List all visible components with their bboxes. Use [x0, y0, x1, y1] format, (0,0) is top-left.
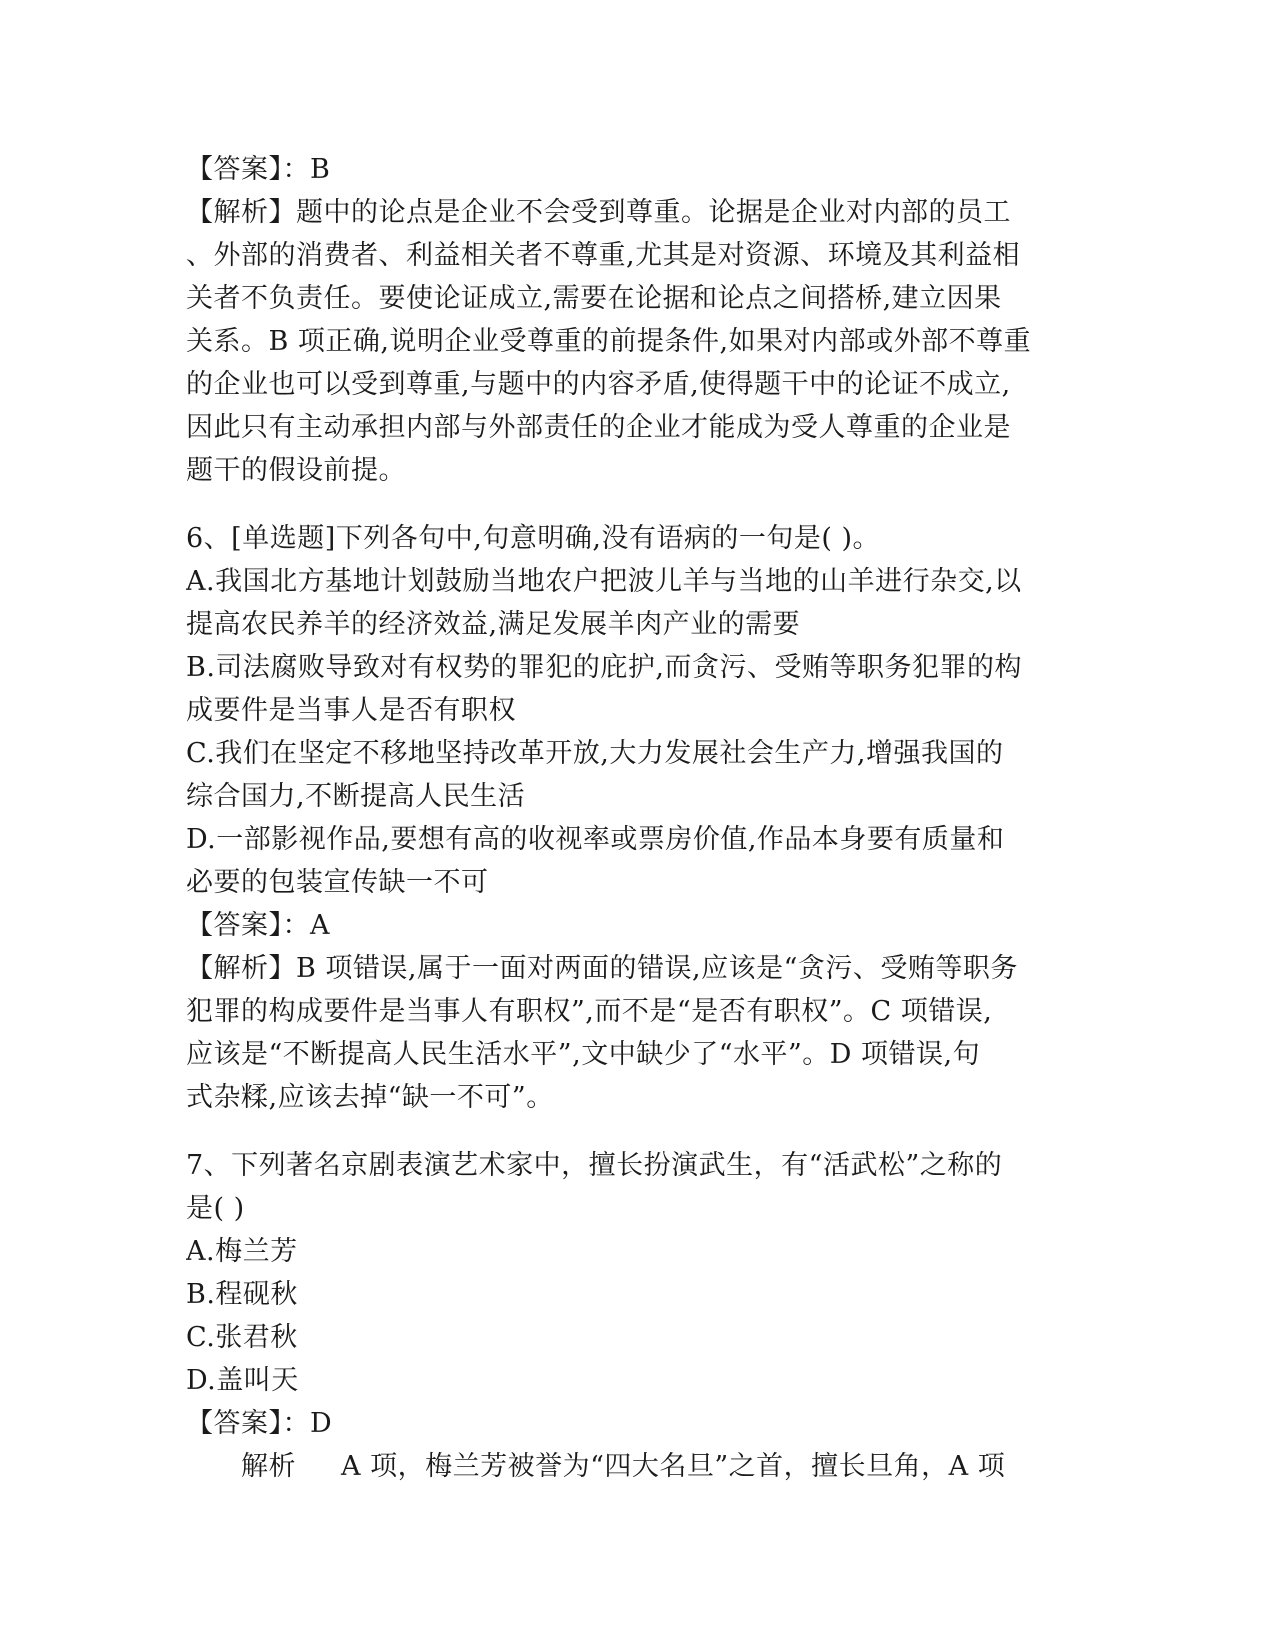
q7-analysis-label: 解析: [241, 1451, 296, 1482]
q6-analysis: [186, 947, 1086, 1119]
q6-option-a-line: A.我国北方基地计划鼓励当地农户把波儿羊与当地的山羊进行杂交,以: [186, 566, 1022, 597]
q6-option-b: [186, 646, 1086, 732]
q6-option-a: [186, 560, 1086, 646]
q5-analysis-line: 关系。B 项正确,说明企业受尊重的前提条件,如果对内部或外部不尊重: [186, 326, 1032, 357]
q6-answer: 【答案】：A: [186, 910, 330, 941]
q6-analysis-line: 犯罪的构成要件是当事人有职权”,而不是“是否有职权”。C 项错误,: [186, 996, 993, 1027]
q5-analysis-line: 题干的假设前提。: [186, 455, 406, 486]
section-gap: [186, 492, 1086, 517]
q5-answer: 【答案】：B: [186, 154, 331, 185]
q5-analysis-line: 的企业也可以受到尊重,与题中的内容矛盾,使得题干中的论证不成立,: [186, 369, 1011, 400]
q5-analysis-line: 因此只有主动承担内部与外部责任的企业才能成为受人尊重的企业是: [186, 412, 1011, 443]
q7-option-d: D.盖叫天: [186, 1365, 299, 1396]
q6-option-d: [186, 818, 1086, 904]
q5-analysis-line: 【解析】题中的论点是企业不会受到尊重。论据是企业对内部的员工: [186, 197, 1011, 228]
q7-answer: 【答案】：D: [186, 1408, 333, 1439]
document-page: [186, 148, 1086, 1488]
q6-option-a-line: 提高农民养羊的经济效益,满足发展羊肉产业的需要: [186, 609, 801, 640]
q6-option-c-line: 综合国力,不断提高人民生活: [186, 781, 526, 812]
q5-analysis: [186, 191, 1086, 492]
section-gap: [186, 1119, 1086, 1144]
q6-option-d-line: 必要的包装宣传缺一不可: [186, 867, 489, 898]
q6-analysis-line: 应该是“不断提高人民生活水平”,文中缺少了“水平”。D 项错误,句: [186, 1039, 981, 1070]
q7-question: [186, 1144, 1086, 1230]
q7-analysis-text: A 项，梅兰芳被誉为“四大名旦”之首，擅长旦角，A 项: [341, 1451, 1006, 1482]
q7-analysis: [186, 1445, 1086, 1488]
q5-analysis-line: 关者不负责任。要使论证成立,需要在论据和论点之间搭桥,建立因果: [186, 283, 1002, 314]
q6-analysis-line: 【解析】B 项错误,属于一面对两面的错误,应该是“贪污、受贿等职务: [186, 953, 1018, 984]
q6-option-b-line: B.司法腐败导致对有权势的罪犯的庇护,而贪污、受贿等职务犯罪的构: [186, 652, 1023, 683]
q6-question: 6、[单选题]下列各句中,句意明确,没有语病的一句是( )。: [186, 523, 881, 554]
q7-question-line: 7、下列著名京剧表演艺术家中，擅长扮演武生，有“活武松”之称的: [186, 1150, 1003, 1181]
q7-question-line: 是( ): [186, 1193, 245, 1224]
q7-option-c: C.张君秋: [186, 1322, 298, 1353]
q6-option-d-line: D.一部影视作品,要想有高的收视率或票房价值,作品本身要有质量和: [186, 824, 1005, 855]
q6-option-c-line: C.我们在坚定不移地坚持改革开放,大力发展社会生产力,增强我国的: [186, 738, 1004, 769]
q6-option-b-line: 成要件是当事人是否有职权: [186, 695, 516, 726]
q7-option-a: A.梅兰芳: [186, 1236, 298, 1267]
q6-option-c: [186, 732, 1086, 818]
q5-analysis-line: 、外部的消费者、利益相关者不尊重,尤其是对资源、环境及其利益相: [186, 240, 1021, 271]
q7-option-b: B.程砚秋: [186, 1279, 298, 1310]
q6-analysis-line: 式杂糅,应该去掉“缺一不可”。: [186, 1082, 554, 1113]
